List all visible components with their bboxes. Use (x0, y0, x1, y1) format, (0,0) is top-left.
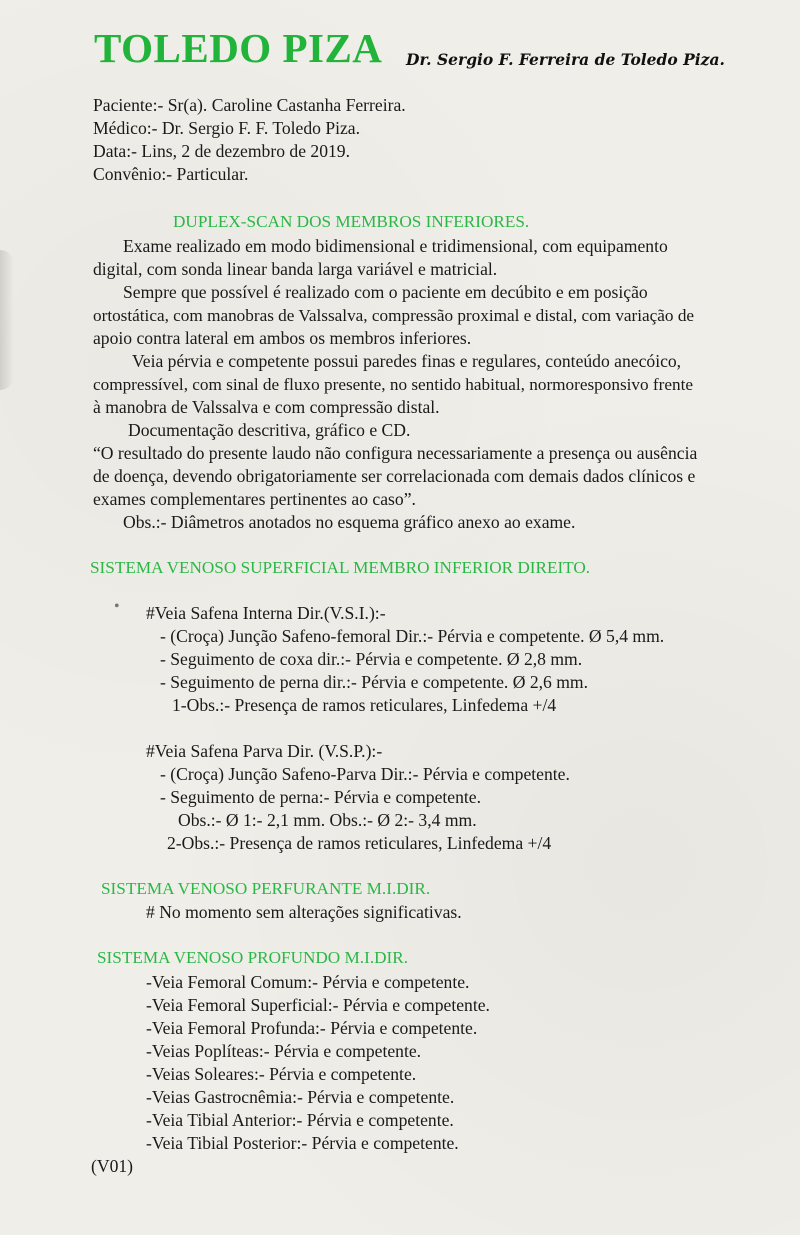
profundo-line: -Veias Gastrocnêmia:- Pérvia e competente. (146, 1087, 455, 1107)
superficial-line: - Seguimento de perna dir.:- Pérvia e competente. Ø 2,6 mm. (160, 672, 588, 692)
profundo-line: -Veia Tibial Anterior:- Pérvia e competente. (146, 1110, 454, 1130)
brand-title: TOLEDO PIZA (94, 25, 383, 71)
profundo-title: SISTEMA VENOSO PROFUNDO M.I.DIR. (97, 948, 409, 967)
page-edge-shadow (0, 250, 14, 390)
superficial-line: #Veia Safena Parva Dir. (V.S.P.):- (146, 741, 383, 761)
profundo-line: -Veia Femoral Profunda:- Pérvia e competente. (146, 1018, 478, 1038)
superficial-line: - (Croça) Junção Safeno-Parva Dir.:- Pérvia e competente. (160, 764, 570, 784)
version-label: (V01) (91, 1156, 134, 1176)
profundo-line: -Veias Soleares:- Pérvia e competente. (146, 1064, 417, 1084)
superficial-line: - (Croça) Junção Safeno-femoral Dir.:- Pérvia e competente. Ø 5,4 mm. (160, 626, 665, 646)
superficial-title: SISTEMA VENOSO SUPERFICIAL MEMBRO INFERIOR DIREITO. (90, 558, 591, 577)
superficial-line: - Seguimento de coxa dir.:- Pérvia e competente. Ø 2,8 mm. (160, 649, 583, 669)
insurance: Convênio:- Particular. (93, 164, 249, 184)
superficial-line: - Seguimento de perna:- Pérvia e competente. (160, 787, 481, 807)
profundo-line: -Veia Femoral Comum:- Pérvia e competente. (146, 972, 470, 992)
profundo-line: -Veias Poplíteas:- Pérvia e competente. (146, 1041, 422, 1061)
superficial-line: #Veia Safena Interna Dir.(V.S.I.):- (146, 603, 386, 623)
exam-line: apoio contra lateral em ambos os membros inferiores. (93, 328, 472, 348)
exam-line: Sempre que possível é realizado com o paciente em decúbito e em posição (123, 282, 648, 302)
exam-line: exames complementares pertinentes ao caso”. (93, 489, 416, 509)
perfurante-title: SISTEMA VENOSO PERFURANTE M.I.DIR. (101, 879, 431, 898)
exam-line: digital, com sonda linear banda larga variável e matricial. (93, 259, 498, 279)
exam-line: à manobra de Valssalva e com compressão distal. (93, 397, 440, 417)
exam-line: compressível, com sinal de fluxo presente, no sentido habitual, normoresponsivo frente (93, 375, 693, 394)
dot-mark: • (114, 598, 120, 615)
superficial-line: 2-Obs.:- Presença de ramos reticulares, Linfedema +/4 (167, 833, 552, 853)
exam-line: de doença, devendo obrigatoriamente ser correlacionada com demais dados clínicos e (93, 466, 696, 486)
superficial-line: 1-Obs.:- Presença de ramos reticulares, Linfedema +/4 (172, 695, 557, 715)
profundo-line: -Veia Tibial Posterior:- Pérvia e competente. (146, 1133, 459, 1153)
patient-name: Paciente:- Sr(a). Caroline Castanha Ferreira. (93, 95, 406, 115)
exam-date: Data:- Lins, 2 de dezembro de 2019. (93, 141, 350, 161)
exam-line: Obs.:- Diâmetros anotados no esquema gráfico anexo ao exame. (123, 512, 576, 532)
doctor-name: Médico:- Dr. Sergio F. F. Toledo Piza. (93, 118, 361, 138)
exam-line: Documentação descritiva, gráfico e CD. (128, 420, 411, 440)
perfurante-line: # No momento sem alterações significativas. (146, 902, 462, 922)
superficial-line: Obs.:- Ø 1:- 2,1 mm. Obs.:- Ø 2:- 3,4 mm. (178, 810, 477, 830)
exam-line: “O resultado do presente laudo não configura necessariamente a presença ou ausência (93, 443, 698, 463)
profundo-line: -Veia Femoral Superficial:- Pérvia e competente. (146, 995, 490, 1015)
exam-line: ortostática, com manobras de Valssalva, compressão proximal e distal, com variação de (93, 306, 695, 325)
exam-title: DUPLEX-SCAN DOS MEMBROS INFERIORES. (173, 212, 530, 231)
exam-line: Veia pérvia e competente possui paredes finas e regulares, conteúdo anecóico, (132, 351, 682, 371)
exam-line: Exame realizado em modo bidimensional e tridimensional, com equipamento (123, 236, 668, 256)
doctor-signature: Dr. Sergio F. Ferreira de Toledo Piza. (406, 50, 725, 69)
